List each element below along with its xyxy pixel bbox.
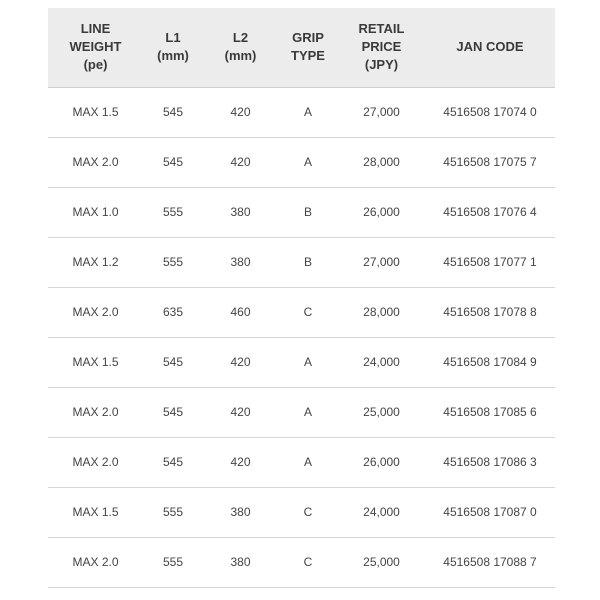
- cell-l2: 460: [230, 305, 251, 319]
- cell-l2: 420: [230, 405, 251, 419]
- cell-jan-code: 4516508 17088 7: [443, 555, 537, 569]
- cell-retail-price: 25,000: [363, 405, 400, 419]
- cell-line-weight: MAX 2.0: [72, 555, 119, 569]
- cell-jan-code: 4516508 17085 6: [443, 405, 537, 419]
- cell-grip-type: A: [303, 105, 312, 119]
- cell-l1: 545: [162, 155, 184, 169]
- cell-retail-price: 27,000: [363, 255, 400, 269]
- cell-grip-type: C: [303, 505, 313, 519]
- cell-retail-price: 25,000: [363, 555, 400, 569]
- table-header: [48, 8, 555, 87]
- cell-l2: 420: [230, 155, 251, 169]
- cell-jan-code: 4516508 17087 0: [443, 505, 537, 519]
- table-row: [48, 187, 555, 237]
- cell-grip-type: B: [303, 255, 312, 269]
- cell-grip-type: A: [303, 455, 312, 469]
- header-l2: L2 (mm): [203, 8, 278, 87]
- cell-l2: 420: [230, 105, 251, 119]
- cell-l1: 545: [162, 405, 184, 419]
- cell-grip-type: B: [303, 205, 312, 219]
- header-l1: L1 (mm): [143, 8, 203, 87]
- table-row: [48, 437, 555, 487]
- cell-l1: 555: [162, 555, 184, 569]
- cell-l1: 555: [162, 205, 184, 219]
- cell-line-weight: MAX 2.0: [72, 155, 119, 169]
- table-row: [48, 237, 555, 287]
- table-row: [48, 87, 555, 137]
- cell-l1: 545: [162, 355, 184, 369]
- header-grip-type: GRIP TYPE: [278, 8, 338, 87]
- cell-jan-code: 4516508 17078 8: [443, 305, 537, 319]
- header-retail-price: RETAIL PRICE (JPY): [338, 8, 425, 87]
- cell-l1: 635: [162, 305, 184, 319]
- cell-l2: 420: [230, 455, 251, 469]
- cell-retail-price: 28,000: [363, 305, 400, 319]
- cell-retail-price: 26,000: [363, 205, 400, 219]
- cell-l2: 380: [230, 555, 251, 569]
- table-row: [48, 537, 555, 587]
- cell-jan-code: 4516508 17074 0: [443, 105, 537, 119]
- cell-line-weight: MAX 1.2: [72, 255, 119, 269]
- cell-l2: 380: [230, 255, 251, 269]
- cell-grip-type: C: [303, 555, 313, 569]
- cell-retail-price: 28,000: [363, 155, 400, 169]
- table-row: [48, 487, 555, 537]
- cell-l1: 545: [162, 105, 184, 119]
- cell-jan-code: 4516508 17084 9: [443, 355, 537, 369]
- cell-line-weight: MAX 1.5: [72, 355, 119, 369]
- cell-line-weight: MAX 1.5: [72, 105, 119, 119]
- cell-retail-price: 26,000: [363, 455, 400, 469]
- cell-l2: 380: [230, 505, 251, 519]
- cell-l2: 380: [230, 205, 251, 219]
- cell-grip-type: A: [303, 355, 312, 369]
- table-body: [48, 87, 555, 587]
- table-row: [48, 137, 555, 187]
- cell-jan-code: 4516508 17075 7: [443, 155, 537, 169]
- cell-line-weight: MAX 2.0: [72, 405, 119, 419]
- cell-retail-price: 27,000: [363, 105, 400, 119]
- cell-l2: 420: [230, 355, 251, 369]
- cell-l1: 545: [162, 455, 184, 469]
- cell-grip-type: A: [303, 405, 312, 419]
- table-row: [48, 337, 555, 387]
- cell-jan-code: 4516508 17086 3: [443, 455, 537, 469]
- cell-grip-type: C: [303, 305, 313, 319]
- table-row: [48, 287, 555, 337]
- cell-line-weight: MAX 2.0: [72, 305, 119, 319]
- cell-retail-price: 24,000: [363, 355, 400, 369]
- cell-jan-code: 4516508 17076 4: [443, 205, 537, 219]
- cell-line-weight: MAX 1.0: [72, 205, 119, 219]
- header-line-weight: LINE WEIGHT (pe): [48, 8, 143, 87]
- cell-grip-type: A: [303, 155, 312, 169]
- header-jan-code: JAN CODE: [425, 8, 555, 87]
- spec-table-container: [48, 8, 555, 588]
- cell-retail-price: 24,000: [363, 505, 400, 519]
- table-row: [48, 387, 555, 437]
- spec-table: [48, 8, 555, 588]
- cell-l1: 555: [162, 255, 184, 269]
- cell-line-weight: MAX 2.0: [72, 455, 119, 469]
- cell-l1: 555: [162, 505, 184, 519]
- cell-jan-code: 4516508 17077 1: [443, 255, 537, 269]
- cell-line-weight: MAX 1.5: [72, 505, 119, 519]
- header-row: [48, 8, 555, 87]
